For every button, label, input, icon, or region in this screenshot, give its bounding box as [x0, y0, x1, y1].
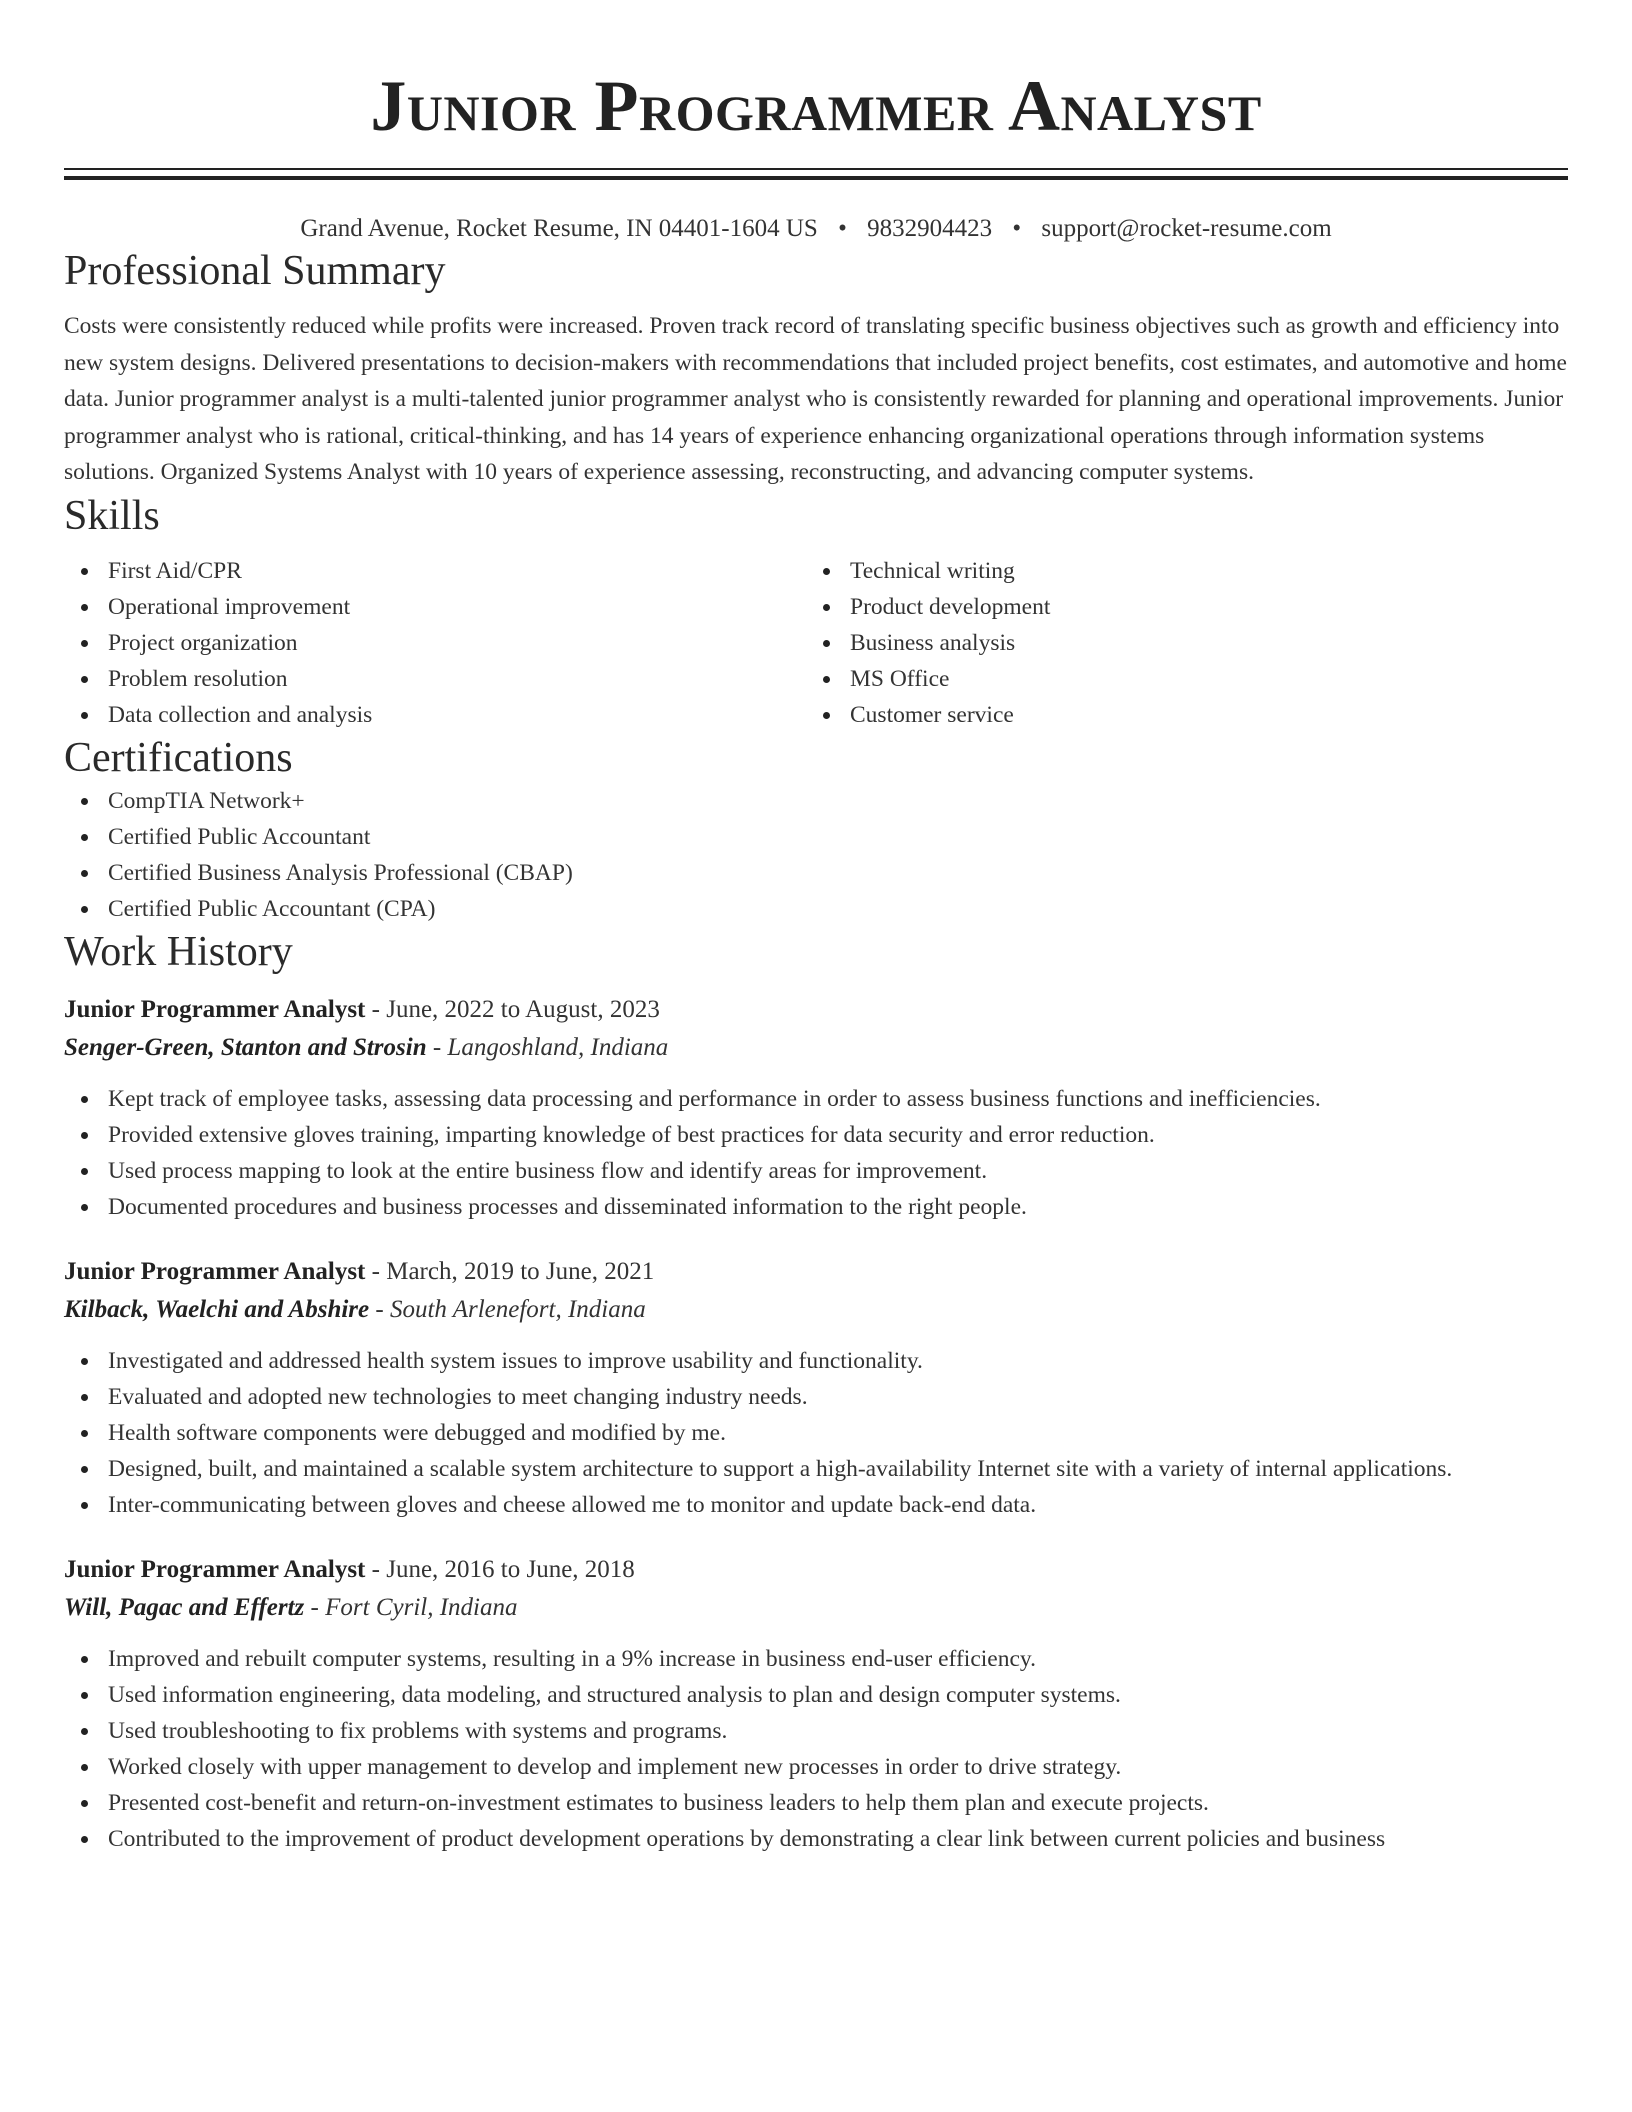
- resume-title: Junior Programmer Analyst: [370, 66, 1262, 146]
- job-duty-item: Worked closely with upper management to develop and implement new processes in order to drive strategy.: [64, 1749, 1568, 1785]
- certifications-list: [64, 783, 1568, 927]
- job-entry: [64, 1551, 1568, 1857]
- job-company-line: [64, 1589, 1568, 1627]
- job-dates: - June, 2016 to June, 2018: [365, 1555, 635, 1583]
- job-duty-item: Documented procedures and business processes and disseminated information to the right people.: [64, 1189, 1568, 1225]
- skill-item: Product development: [806, 589, 1548, 625]
- contact-address: Grand Avenue, Rocket Resume, IN 04401-1604 US: [300, 215, 818, 242]
- job-entry: [64, 991, 1568, 1225]
- job-duty-item: Provided extensive gloves training, imparting knowledge of best practices for data security and error reduction.: [64, 1117, 1568, 1153]
- job-duty-item: Used troubleshooting to fix problems with systems and programs.: [64, 1713, 1568, 1749]
- resume-page: [64, 0, 1568, 1857]
- skill-item: Problem resolution: [64, 661, 806, 697]
- certification-item: CompTIA Network+: [64, 783, 1568, 819]
- job-duty-item: Inter-communicating between gloves and cheese allowed me to monitor and update back-end data.: [64, 1487, 1568, 1523]
- skills-heading: Skills: [64, 492, 160, 539]
- job-role: Junior Programmer Analyst: [64, 1555, 366, 1583]
- job-title-line: [64, 1253, 1568, 1291]
- skills-column-right: [806, 553, 1548, 733]
- skill-item: First Aid/CPR: [64, 553, 806, 589]
- skill-item: Operational improvement: [64, 589, 806, 625]
- title-rule-thin: [64, 168, 1568, 170]
- job-duties: [64, 1343, 1568, 1523]
- job-location: - Langoshland, Indiana: [426, 1033, 669, 1061]
- job-entry: [64, 1253, 1568, 1523]
- job-duty-item: Used process mapping to look at the entire business flow and identify areas for improvement.: [64, 1153, 1568, 1189]
- skill-item: MS Office: [806, 661, 1548, 697]
- work-history-heading: Work History: [64, 928, 293, 975]
- contact-phone: 9832904423: [867, 215, 993, 242]
- title-rule-thick: [64, 176, 1568, 180]
- job-company-line: [64, 1029, 1568, 1067]
- job-duty-item: Kept track of employee tasks, assessing data processing and performance in order to assess business functions and inefficiencies.: [64, 1081, 1568, 1117]
- job-location: - South Arlenefort, Indiana: [369, 1295, 646, 1323]
- job-location: - Fort Cyril, Indiana: [304, 1593, 518, 1621]
- job-company: Will, Pagac and Effertz: [64, 1593, 305, 1621]
- certification-item: Certified Public Accountant (CPA): [64, 891, 1568, 927]
- contact-separator: •: [838, 215, 847, 242]
- certification-item: Certified Public Accountant: [64, 819, 1568, 855]
- contact-separator: •: [1012, 215, 1022, 242]
- job-company-line: [64, 1291, 1568, 1329]
- job-company: Senger-Green, Stanton and Strosin: [64, 1033, 427, 1061]
- skills-list: [64, 553, 1568, 733]
- summary-heading: Professional Summary: [64, 248, 446, 294]
- job-duty-item: Evaluated and adopted new technologies to meet changing industry needs.: [64, 1379, 1568, 1415]
- job-dates: - March, 2019 to June, 2021: [365, 1257, 655, 1285]
- skill-item: Business analysis: [806, 625, 1548, 661]
- skill-item: Technical writing: [806, 553, 1548, 589]
- job-duties: [64, 1081, 1568, 1225]
- summary-text: Costs were consistently reduced while profits were increased. Proven track record of translating specific business objectives such as growth and efficiency into new system designs. Delivered presentations to decision-makers with recommendations that included project benefits, cost estimates, and automotive and home data. Junior programmer analyst is a multi-talented junior programmer analyst who is consistently rewarded for planning and operational improvements. Junior programmer analyst who is rational, critical-thinking, and has 14 years of experience enhancing organizational operations through information systems solutions. Organized Systems Analyst with 10 years of experience assessing, reconstructing, and advancing computer systems.: [64, 313, 1567, 486]
- job-duty-item: Presented cost-benefit and return-on-investment estimates to business leaders to help them plan and execute projects.: [64, 1785, 1568, 1821]
- job-title-line: [64, 991, 1568, 1029]
- job-duty-item: Designed, built, and maintained a scalable system architecture to support a high-availability Internet site with a variety of internal applications.: [64, 1451, 1568, 1487]
- job-title-line: [64, 1551, 1568, 1589]
- job-duties: [64, 1641, 1568, 1857]
- contact-line: [64, 212, 1568, 246]
- skill-item: Data collection and analysis: [64, 697, 806, 733]
- skills-column-left: [64, 553, 806, 733]
- skill-item: Customer service: [806, 697, 1548, 733]
- job-duty-item: Contributed to the improvement of product development operations by demonstrating a clear link between current policies and business: [64, 1821, 1568, 1857]
- certification-item: Certified Business Analysis Professional (CBAP): [64, 855, 1568, 891]
- job-duty-item: Used information engineering, data modeling, and structured analysis to plan and design computer systems.: [64, 1677, 1568, 1713]
- job-company: Kilback, Waelchi and Abshire: [64, 1295, 370, 1323]
- job-role: Junior Programmer Analyst: [64, 1257, 366, 1285]
- job-role: Junior Programmer Analyst: [64, 995, 366, 1023]
- job-dates: - June, 2022 to August, 2023: [365, 995, 660, 1023]
- job-duty-item: Health software components were debugged and modified by me.: [64, 1415, 1568, 1451]
- job-duty-item: Improved and rebuilt computer systems, resulting in a 9% increase in business end-user efficiency.: [64, 1641, 1568, 1677]
- certifications-heading: Certifications: [64, 734, 293, 781]
- contact-email: support@rocket-resume.com: [1041, 215, 1332, 242]
- skill-item: Project organization: [64, 625, 806, 661]
- job-duty-item: Investigated and addressed health system issues to improve usability and functionality.: [64, 1343, 1568, 1379]
